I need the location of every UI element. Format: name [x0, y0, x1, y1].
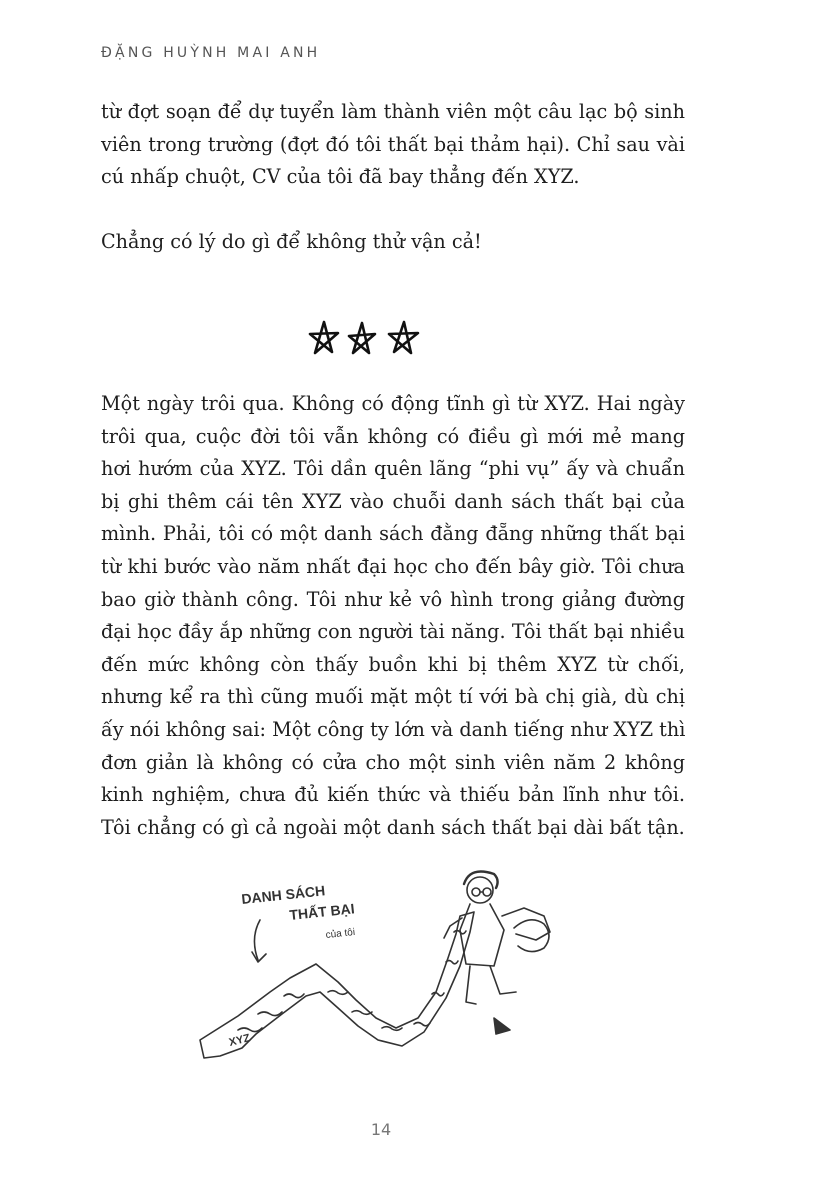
text-line: bao giờ thành công. Tôi như kẻ vô hình trong giảng đường — [101, 587, 685, 611]
running-head-author: ĐẶNG HUỲNH MAI ANH — [101, 45, 321, 61]
text-line: Một ngày trôi qua. Không có động tĩnh gì từ XYZ. Hai ngày — [101, 392, 685, 415]
text-line: Chẳng có lý do gì để không thử vận cả! — [101, 230, 482, 253]
text-line: bị ghi thêm cái tên XYZ vào chuỗi danh sách thất bại của — [101, 489, 685, 513]
text-line: hơi hướm của XYZ. Tôi dần quên lãng “phi vụ” ấy và chuẩn — [101, 457, 685, 481]
text-line: đến mức không còn thấy buồn khi bị thêm XYZ từ chối, — [101, 652, 685, 676]
section-break-stars-icon — [305, 318, 423, 358]
text-line: Tôi chẳng có gì cả ngoài một danh sách thất bại dài bất tận. — [101, 815, 685, 839]
text-line: ấy nói không sai: Một công ty lớn và danh tiếng như XYZ thì — [101, 717, 686, 741]
text-line: từ đợt soạn để dự tuyển làm thành viên một câu lạc bộ sinh — [101, 100, 685, 123]
text-line: trôi qua, cuộc đời tôi vẫn không có điều gì mới mẻ mang — [101, 424, 685, 448]
page-number: 14 — [370, 1120, 392, 1139]
paragraph-3 — [101, 388, 685, 844]
illustration-label-1: DANH SÁCH — [240, 882, 326, 907]
illustration-label-3: của tôi — [325, 926, 356, 941]
text-line: mình. Phải, tôi có một danh sách đằng đẵng những thất bại — [101, 522, 685, 546]
paragraph-2 — [101, 226, 685, 259]
text-line: viên trong trường (đợt đó tôi thất bại thảm hại). Chỉ sau vài — [101, 132, 685, 156]
illustration-list-tag: XYZ — [227, 1032, 252, 1049]
text-line: đại học đầy ắp những con người tài năng. Tôi thất bại nhiều — [101, 620, 685, 644]
text-line: cú nhấp chuột, CV của tôi đã bay thẳng đến XYZ. — [101, 165, 580, 189]
text-line: nhưng kể ra thì cũng muối mặt một tí với bà chị già, dù chị — [101, 685, 685, 709]
text-line: kinh nghiệm, chưa đủ kiến thức và thiếu bản lĩnh như tôi. — [101, 783, 685, 807]
paragraph-1 — [101, 96, 685, 194]
text-line: đơn giản là không có cửa cho một sinh viên năm 2 không — [101, 750, 685, 774]
text-line: từ khi bước vào năm nhất đại học cho đến bây giờ. Tôi chưa — [101, 554, 685, 578]
failure-list-illustration — [198, 868, 566, 1068]
illustration-label-2: THẤT BẠI — [288, 900, 356, 923]
